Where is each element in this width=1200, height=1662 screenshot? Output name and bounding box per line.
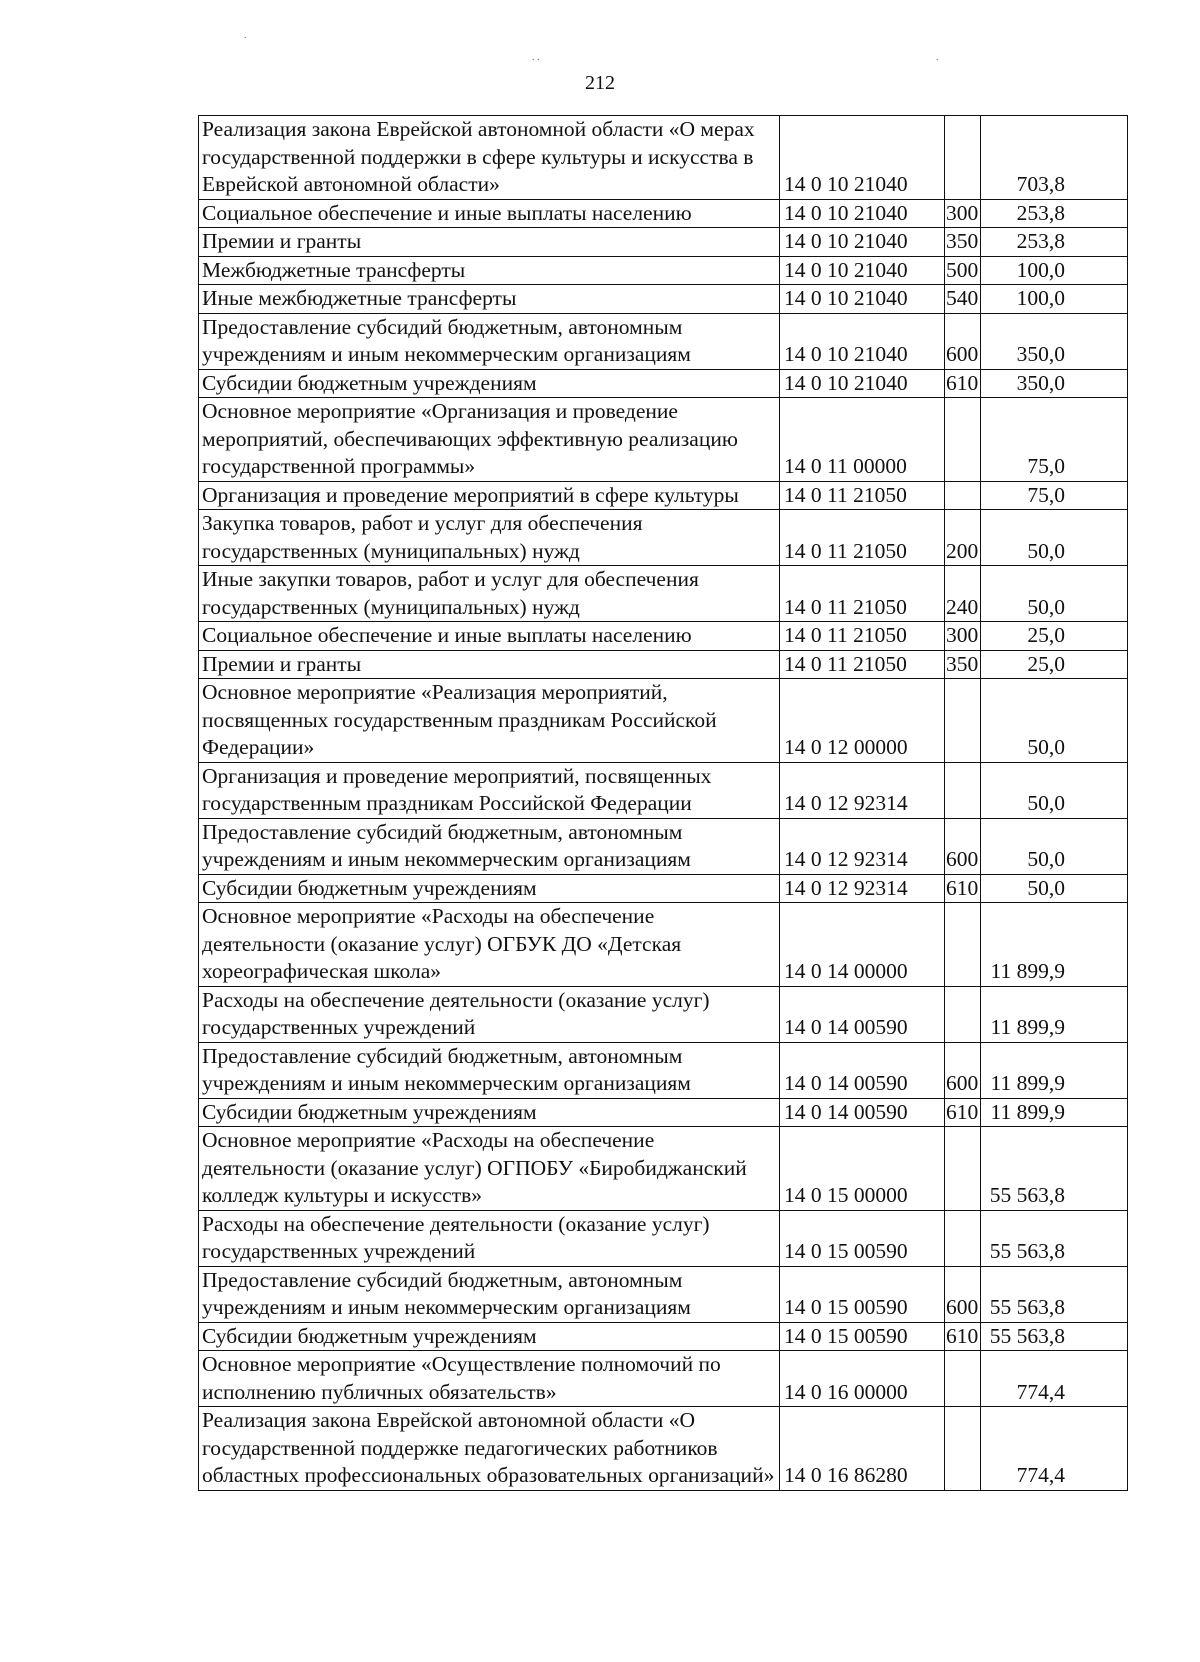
row-code-cell: 14 0 12 92314 <box>780 762 945 818</box>
row-amount-cell: 100,0 <box>981 285 1128 314</box>
row-amount-cell: 50,0 <box>981 566 1128 622</box>
row-name-cell: Иные закупки товаров, работ и услуг для обеспечения государственных (муниципальных) нужд <box>199 566 780 622</box>
row-expense-type-cell <box>945 1407 981 1491</box>
row-code-cell: 14 0 15 00000 <box>780 1127 945 1211</box>
table-row <box>199 1127 1128 1211</box>
row-expense-type-cell <box>945 903 981 987</box>
row-name-cell: Основное мероприятие «Осуществление полномочий по исполнению публичных обязательств» <box>199 1351 780 1407</box>
row-code-cell: 14 0 16 86280 <box>780 1407 945 1491</box>
row-amount-cell: 11 899,9 <box>981 903 1128 987</box>
row-amount-cell: 55 563,8 <box>981 1127 1128 1211</box>
row-code-cell: 14 0 16 00000 <box>780 1351 945 1407</box>
row-expense-type-cell <box>945 481 981 510</box>
row-name-cell: Организация и проведение мероприятий, посвященных государственным праздникам Российской Федерации <box>199 762 780 818</box>
row-code-cell: 14 0 11 21050 <box>780 622 945 651</box>
row-code-cell: 14 0 11 21050 <box>780 481 945 510</box>
table-row <box>199 398 1128 482</box>
row-code-cell: 14 0 10 21040 <box>780 199 945 228</box>
row-name-cell: Предоставление субсидий бюджетным, автономным учреждениям и иным некоммерческим организациям <box>199 313 780 369</box>
row-name-cell: Субсидии бюджетным учреждениям <box>199 1098 780 1127</box>
table-row <box>199 199 1128 228</box>
row-name-cell: Предоставление субсидий бюджетным, автономным учреждениям и иным некоммерческим организациям <box>199 818 780 874</box>
row-name-cell: Субсидии бюджетным учреждениям <box>199 1322 780 1351</box>
row-amount-cell: 25,0 <box>981 622 1128 651</box>
row-name-cell: Основное мероприятие «Реализация мероприятий, посвященных государственным праздникам Российской Федерации» <box>199 679 780 763</box>
row-expense-type-cell: 600 <box>945 1266 981 1322</box>
row-code-cell: 14 0 15 00590 <box>780 1210 945 1266</box>
table-row <box>199 369 1128 398</box>
table-row <box>199 818 1128 874</box>
row-expense-type-cell <box>945 398 981 482</box>
budget-table-body <box>199 116 1128 1491</box>
table-row <box>199 228 1128 257</box>
row-amount-cell: 350,0 <box>981 369 1128 398</box>
row-name-cell: Премии и гранты <box>199 650 780 679</box>
table-row <box>199 313 1128 369</box>
row-amount-cell: 75,0 <box>981 398 1128 482</box>
row-code-cell: 14 0 11 21050 <box>780 510 945 566</box>
row-expense-type-cell: 540 <box>945 285 981 314</box>
table-row <box>199 1098 1128 1127</box>
row-code-cell: 14 0 11 21050 <box>780 650 945 679</box>
row-expense-type-cell: 500 <box>945 256 981 285</box>
row-amount-cell: 11 899,9 <box>981 986 1128 1042</box>
table-row <box>199 903 1128 987</box>
row-expense-type-cell: 240 <box>945 566 981 622</box>
row-code-cell: 14 0 14 00590 <box>780 986 945 1042</box>
row-code-cell: 14 0 11 21050 <box>780 566 945 622</box>
row-amount-cell: 774,4 <box>981 1351 1128 1407</box>
row-expense-type-cell: 350 <box>945 228 981 257</box>
row-amount-cell: 75,0 <box>981 481 1128 510</box>
table-row <box>199 874 1128 903</box>
table-row <box>199 622 1128 651</box>
row-amount-cell: 50,0 <box>981 762 1128 818</box>
scan-speck: . <box>244 30 247 41</box>
row-amount-cell: 11 899,9 <box>981 1098 1128 1127</box>
row-name-cell: Расходы на обеспечение деятельности (оказание услуг) государственных учреждений <box>199 986 780 1042</box>
row-amount-cell: 55 563,8 <box>981 1210 1128 1266</box>
row-amount-cell: 55 563,8 <box>981 1266 1128 1322</box>
row-amount-cell: 703,8 <box>981 116 1128 200</box>
scan-speck: . <box>936 52 939 63</box>
row-expense-type-cell <box>945 1127 981 1211</box>
row-expense-type-cell: 300 <box>945 622 981 651</box>
row-expense-type-cell: 610 <box>945 1098 981 1127</box>
row-amount-cell: 50,0 <box>981 679 1128 763</box>
row-name-cell: Основное мероприятие «Расходы на обеспечение деятельности (оказание услуг) ОГБУК ДО «Детская хореографическая школа» <box>199 903 780 987</box>
row-name-cell: Премии и гранты <box>199 228 780 257</box>
row-code-cell: 14 0 12 00000 <box>780 679 945 763</box>
row-code-cell: 14 0 11 00000 <box>780 398 945 482</box>
table-row <box>199 762 1128 818</box>
row-code-cell: 14 0 10 21040 <box>780 285 945 314</box>
row-expense-type-cell: 200 <box>945 510 981 566</box>
row-expense-type-cell: 600 <box>945 313 981 369</box>
table-row <box>199 256 1128 285</box>
row-expense-type-cell <box>945 1210 981 1266</box>
table-row <box>199 1042 1128 1098</box>
table-row <box>199 1210 1128 1266</box>
row-name-cell: Расходы на обеспечение деятельности (оказание услуг) государственных учреждений <box>199 1210 780 1266</box>
row-code-cell: 14 0 14 00590 <box>780 1042 945 1098</box>
row-name-cell: Реализация закона Еврейской автономной области «О государственной поддержке педагогических работников областных профессиональных образовательных организаций» <box>199 1407 780 1491</box>
row-code-cell: 14 0 12 92314 <box>780 874 945 903</box>
row-expense-type-cell <box>945 762 981 818</box>
table-row <box>199 510 1128 566</box>
row-amount-cell: 55 563,8 <box>981 1322 1128 1351</box>
row-code-cell: 14 0 10 21040 <box>780 256 945 285</box>
row-amount-cell: 25,0 <box>981 650 1128 679</box>
row-code-cell: 14 0 15 00590 <box>780 1266 945 1322</box>
row-expense-type-cell: 300 <box>945 199 981 228</box>
row-amount-cell: 50,0 <box>981 818 1128 874</box>
row-expense-type-cell <box>945 986 981 1042</box>
row-name-cell: Предоставление субсидий бюджетным, автономным учреждениям и иным некоммерческим организациям <box>199 1042 780 1098</box>
row-expense-type-cell: 610 <box>945 369 981 398</box>
table-row <box>199 1322 1128 1351</box>
page-number: 212 <box>585 72 615 94</box>
row-amount-cell: 50,0 <box>981 510 1128 566</box>
row-code-cell: 14 0 12 92314 <box>780 818 945 874</box>
row-amount-cell: 253,8 <box>981 199 1128 228</box>
row-name-cell: Организация и проведение мероприятий в сфере культуры <box>199 481 780 510</box>
row-expense-type-cell: 600 <box>945 1042 981 1098</box>
row-code-cell: 14 0 10 21040 <box>780 116 945 200</box>
budget-table <box>198 115 1128 1491</box>
row-name-cell: Закупка товаров, работ и услуг для обеспечения государственных (муниципальных) нужд <box>199 510 780 566</box>
table-row <box>199 116 1128 200</box>
row-amount-cell: 100,0 <box>981 256 1128 285</box>
row-code-cell: 14 0 15 00590 <box>780 1322 945 1351</box>
row-name-cell: Субсидии бюджетным учреждениям <box>199 874 780 903</box>
row-name-cell: Социальное обеспечение и иные выплаты населению <box>199 199 780 228</box>
row-code-cell: 14 0 14 00000 <box>780 903 945 987</box>
row-amount-cell: 11 899,9 <box>981 1042 1128 1098</box>
row-amount-cell: 50,0 <box>981 874 1128 903</box>
row-expense-type-cell <box>945 679 981 763</box>
table-row <box>199 566 1128 622</box>
table-row <box>199 285 1128 314</box>
row-name-cell: Субсидии бюджетным учреждениям <box>199 369 780 398</box>
row-code-cell: 14 0 10 21040 <box>780 313 945 369</box>
row-name-cell: Предоставление субсидий бюджетным, автономным учреждениям и иным некоммерческим организациям <box>199 1266 780 1322</box>
row-expense-type-cell <box>945 116 981 200</box>
scan-speck: . . <box>532 52 540 63</box>
table-row <box>199 1266 1128 1322</box>
table-row <box>199 1351 1128 1407</box>
row-name-cell: Основное мероприятие «Организация и проведение мероприятий, обеспечивающих эффективную реализацию государственной программы» <box>199 398 780 482</box>
row-name-cell: Реализация закона Еврейской автономной области «О мерах государственной поддержки в сфере культуры и искусства в Еврейской автономной области» <box>199 116 780 200</box>
row-expense-type-cell: 610 <box>945 1322 981 1351</box>
table-row <box>199 986 1128 1042</box>
row-expense-type-cell: 600 <box>945 818 981 874</box>
row-expense-type-cell: 350 <box>945 650 981 679</box>
table-row <box>199 481 1128 510</box>
row-name-cell: Основное мероприятие «Расходы на обеспечение деятельности (оказание услуг) ОГПОБУ «Биробиджанский колледж культуры и искусств» <box>199 1127 780 1211</box>
row-name-cell: Иные межбюджетные трансферты <box>199 285 780 314</box>
table-row <box>199 679 1128 763</box>
row-name-cell: Межбюджетные трансферты <box>199 256 780 285</box>
table-row <box>199 1407 1128 1491</box>
row-amount-cell: 774,4 <box>981 1407 1128 1491</box>
row-expense-type-cell <box>945 1351 981 1407</box>
row-amount-cell: 253,8 <box>981 228 1128 257</box>
table-row <box>199 650 1128 679</box>
row-code-cell: 14 0 14 00590 <box>780 1098 945 1127</box>
row-code-cell: 14 0 10 21040 <box>780 228 945 257</box>
row-amount-cell: 350,0 <box>981 313 1128 369</box>
row-code-cell: 14 0 10 21040 <box>780 369 945 398</box>
row-name-cell: Социальное обеспечение и иные выплаты населению <box>199 622 780 651</box>
row-expense-type-cell: 610 <box>945 874 981 903</box>
